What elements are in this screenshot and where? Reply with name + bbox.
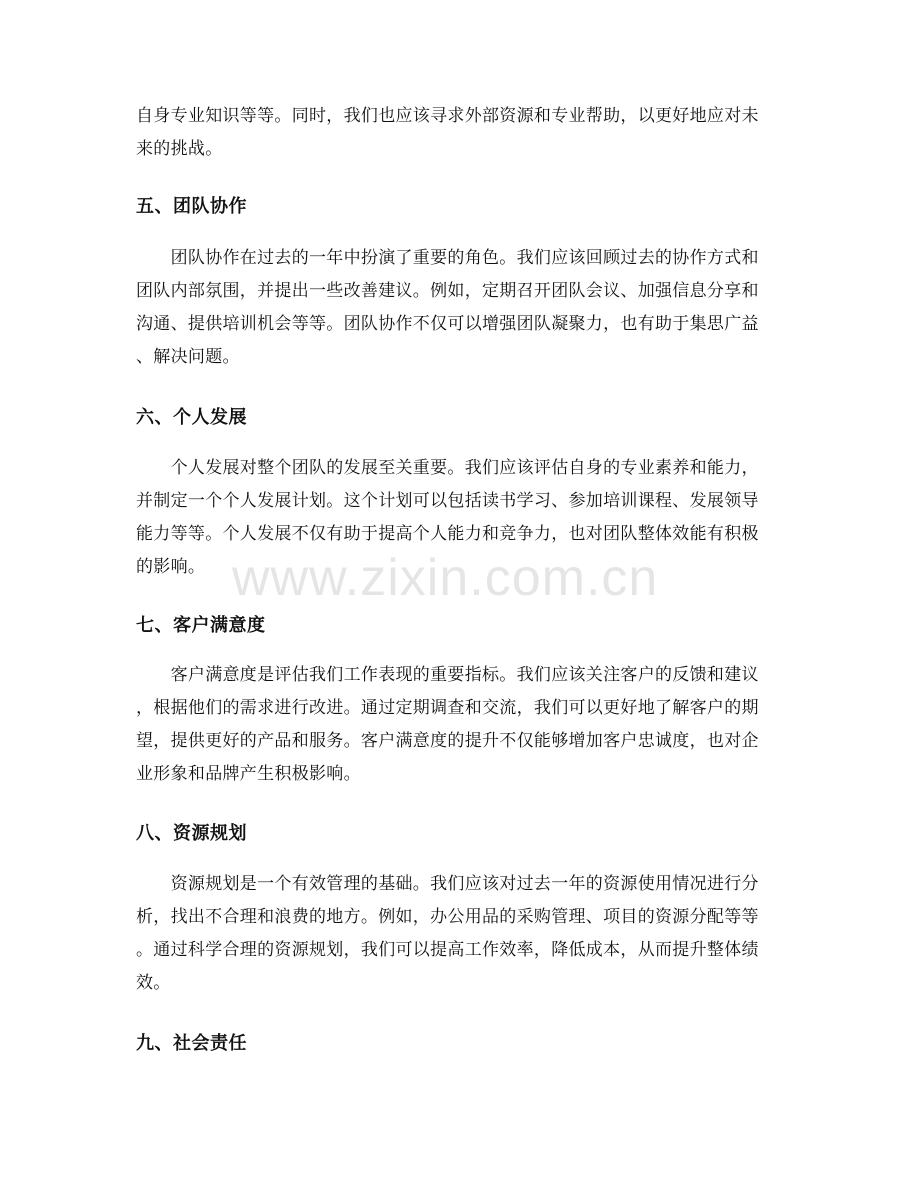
section-heading-team-collaboration: 五、团队协作 (136, 196, 247, 217)
section-body-team-collaboration: 团队协作在过去的一年中扮演了重要的角色。我们应该回顾过去的协作方式和 团队内部氛围，并提出一些改善建议。例如，定期召开团队会议、加强信息分享和 沟通、提供培训机会等等。团队协作不仅可以增强团队凝聚力，也有助于集思广益 、解决问题。 (136, 248, 759, 367)
section-body-resource-planning: 资源规划是一个有效管理的基础。我们应该对过去一年的资源使用情况进行分 析，找出不合理和浪费的地方。例如，办公用品的采购管理、项目的资源分配等等 。通过科学合理的资源规划，我们可以提高工作效率，降低成本，从而提升整体绩 效。 (136, 874, 759, 993)
section-heading-social-responsibility: 九、社会责任 (136, 1033, 247, 1054)
section-heading-personal-development: 六、个人发展 (136, 407, 247, 428)
section-body-customer-satisfaction: 客户满意度是评估我们工作表现的重要指标。我们应该关注客户的反馈和建议 ，根据他们的需求进行改进。通过定期调查和交流，我们可以更好地了解客户的期 望，提供更好的产品和服务。客户满意度的提升不仅能够增加客户忠诚度，也对企 业形象和品牌产生积极影响。 (136, 665, 759, 784)
intro-paragraph: 自身专业知识等等。同时，我们也应该寻求外部资源和专业帮助，以更好地应对未 来的挑战。 (136, 106, 759, 159)
watermark: www.zixin.com.cn (232, 549, 659, 607)
section-heading-resource-planning: 八、资源规划 (136, 823, 247, 844)
section-heading-customer-satisfaction: 七、客户满意度 (136, 615, 266, 636)
section-body-personal-development: 个人发展对整个团队的发展至关重要。我们应该评估自身的专业素养和能力， 并制定一个个人发展计划。这个计划可以包括读书学习、参加培训课程、发展领导 能力等等。个人发展不仅有助于提高个人能力和竞争力，也对团队整体效能有积极 的影响。 (136, 458, 759, 577)
